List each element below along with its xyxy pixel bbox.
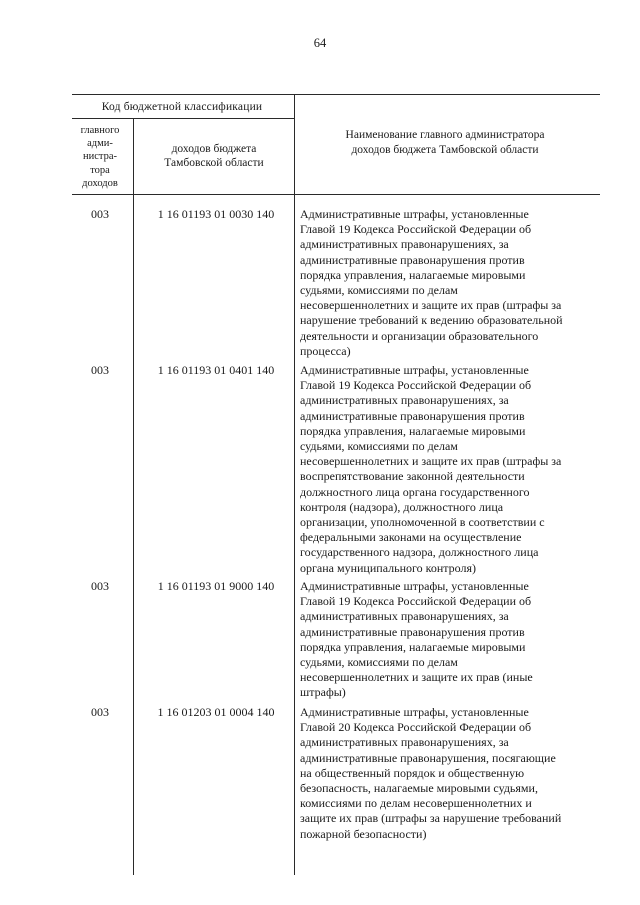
name-line: административные правонарушения против <box>300 252 525 267</box>
name-line: порядка управления, налагаемые мировыми <box>300 423 526 438</box>
name-line: административные правонарушения против <box>300 624 525 639</box>
name-line: судьями, комиссиями по делам <box>300 439 458 454</box>
name-line: пожарной безопасности) <box>300 826 427 841</box>
name-line: административные правонарушения против <box>300 408 525 423</box>
header-budget-classification-code: Код бюджетной классификации <box>101 101 263 113</box>
table-top-rule <box>72 94 600 95</box>
name-line: Административные штрафы, установленные <box>300 579 529 593</box>
header-administrator-name <box>300 128 590 158</box>
name-line: Главой 19 Кодекса Российской Федерации об <box>300 222 532 237</box>
name-line: защите их прав (штрафы за нарушение требований <box>300 811 562 826</box>
name-line: административных правонарушениях, за <box>300 237 509 252</box>
name-line: нарушение требований к ведению образовательной <box>300 313 563 328</box>
header-income-line: Тамбовской области <box>164 157 264 169</box>
name-line: воспрепятствование законной деятельности <box>300 469 525 484</box>
name-line: административных правонарушениях, за <box>300 609 509 624</box>
name-line: административных правонарушениях, за <box>300 735 509 750</box>
name-line: несовершеннолетних и защите их прав (иные <box>300 670 533 685</box>
header-group-rule <box>72 118 294 119</box>
budget-code-cell: 1 16 01193 01 0030 140 <box>157 207 275 221</box>
name-line: судьями, комиссиями по делам <box>300 655 458 670</box>
name-line: судьями, комиссиями по делам <box>300 283 458 298</box>
name-line: порядка управления, налагаемые мировыми <box>300 639 526 654</box>
header-admin-line: главного <box>80 125 120 136</box>
name-cell <box>300 207 592 359</box>
admin-code-cell: 003 <box>91 207 109 221</box>
column-divider-admin <box>133 118 134 875</box>
name-cell <box>300 705 592 842</box>
name-line: порядка управления, налагаемые мировыми <box>300 267 526 282</box>
admin-code-cell: 003 <box>91 705 109 719</box>
name-line: Административные штрафы, установленные <box>300 705 529 719</box>
name-cell <box>300 579 592 701</box>
name-line: федеральными законами на осуществление <box>300 530 522 545</box>
name-line: Административные штрафы, установленные <box>300 207 529 221</box>
name-line: Административные штрафы, установленные <box>300 363 529 377</box>
name-line: Главой 19 Кодекса Российской Федерации об <box>300 594 532 609</box>
header-admin-line: тора <box>90 164 110 176</box>
header-chief-administrator <box>70 124 130 190</box>
name-cell <box>300 363 592 576</box>
name-line: несовершеннолетних и защите их прав (штрафы за <box>300 454 562 469</box>
name-line: должностного лица органа государственного <box>300 484 530 499</box>
name-line: штрафы) <box>300 685 346 700</box>
header-admin-line: доходов <box>82 177 118 189</box>
budget-code-cell: 1 16 01203 01 0004 140 <box>157 705 275 719</box>
page-number: 64 <box>313 36 327 50</box>
admin-code-cell: 003 <box>91 363 109 377</box>
name-line: Главой 20 Кодекса Российской Федерации об <box>300 720 532 735</box>
name-line: процесса) <box>300 343 351 358</box>
name-line: органа муниципального контроля) <box>300 560 477 575</box>
header-admin-line: нистра- <box>82 151 118 163</box>
name-line: деятельности и организации образовательного <box>300 328 539 343</box>
name-line: административные правонарушения, посягающие <box>300 750 556 765</box>
header-admin-line: адми- <box>87 138 113 150</box>
budget-code-cell: 1 16 01193 01 9000 140 <box>157 579 275 593</box>
header-regional-budget-income <box>134 142 294 170</box>
admin-code-cell: 003 <box>91 579 109 593</box>
header-name-line: доходов бюджета Тамбовской области <box>351 144 539 156</box>
name-line: организации, уполномоченной в соответствии с <box>300 515 545 530</box>
header-bottom-rule <box>72 194 600 195</box>
header-name-line: Наименование главного администратора <box>345 129 545 141</box>
name-line: контроля (надзора), должностного лица <box>300 499 504 514</box>
name-line: административных правонарушениях, за <box>300 393 509 408</box>
budget-code-cell: 1 16 01193 01 0401 140 <box>157 363 275 377</box>
header-income-line: доходов бюджета <box>171 143 257 155</box>
name-line: Главой 19 Кодекса Российской Федерации об <box>300 378 532 393</box>
name-line: комиссиями по делам несовершеннолетних и <box>300 796 532 811</box>
name-line: безопасность, налагаемые мировыми судьями, <box>300 781 538 796</box>
name-line: государственного надзора, должностного лица <box>300 545 539 560</box>
name-line: несовершеннолетних и защите их прав (штрафы за <box>300 298 562 313</box>
name-line: на общественный порядок и общественную <box>300 765 525 780</box>
